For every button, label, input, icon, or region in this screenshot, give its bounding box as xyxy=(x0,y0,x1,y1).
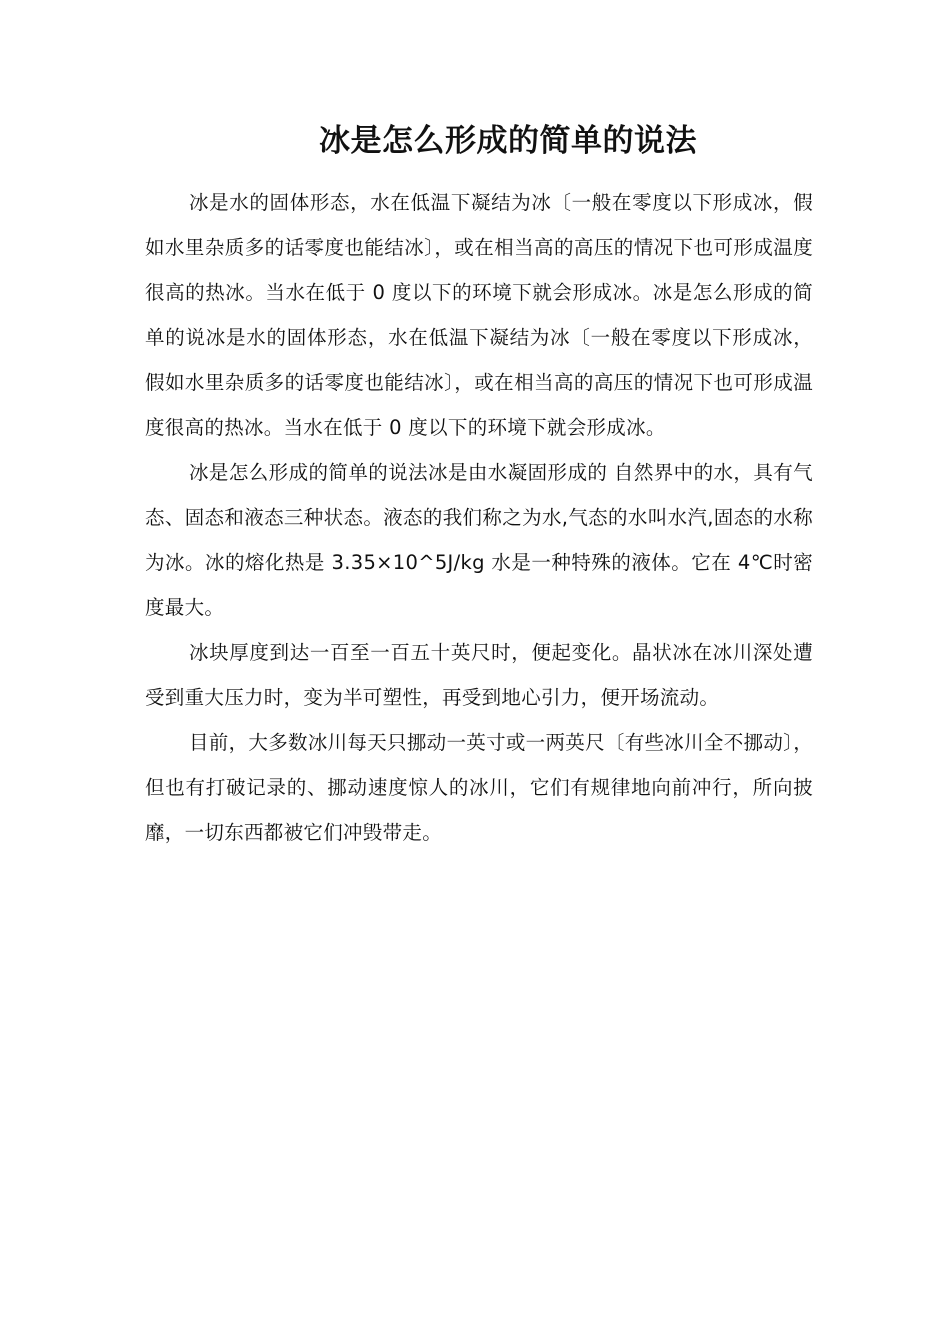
document-title: 冰是怎么形成的简单的说法 xyxy=(319,123,697,159)
paragraph-3: 冰块厚度到达一百至一百五十英尺时，便起变化。晶状冰在冰川深处遭受到重大压力时，变为半可塑性，再受到地心引力，便开场流动。 xyxy=(145,641,813,709)
paragraph-1: 冰是水的固体形态，水在低温下凝结为冰〔一般在零度以下形成冰，假如水里杂质多的话零度也能结冰〕，或在相当高的高压的情况下也可形成温度很高的热冰。当水在低于 0 度以下的环境下就会形成冰。冰是怎么形成的简单的说冰是水的固体形态，水在低温下凝结为冰〔一般在零度以下形成冰，假如水里杂质多的话零度也能结冰〕，或在相当高的高压的情况下也可形成温度很高的热冰。当水在低于 0 度以下的环境下就会形成冰。 xyxy=(145,191,813,439)
document-body xyxy=(145,180,813,855)
paragraph-4: 目前，大多数冰川每天只挪动一英寸或一两英尺〔有些冰川全不挪动〕，但也有打破记录的、挪动速度惊人的冰川，它们有规律地向前冲行，所向披靡，一切东西都被它们冲毁带走。 xyxy=(145,731,813,844)
paragraph-2: 冰是怎么形成的简单的说法冰是由水凝固形成的 自然界中的水，具有气态、固态和液态三种状态。液态的我们称之为水,气态的水叫水汽,固态的水称为冰。冰的熔化热是 3.35×10^5J/kg 水是一种特殊的液体。它在 4℃时密度最大。 xyxy=(145,461,813,619)
